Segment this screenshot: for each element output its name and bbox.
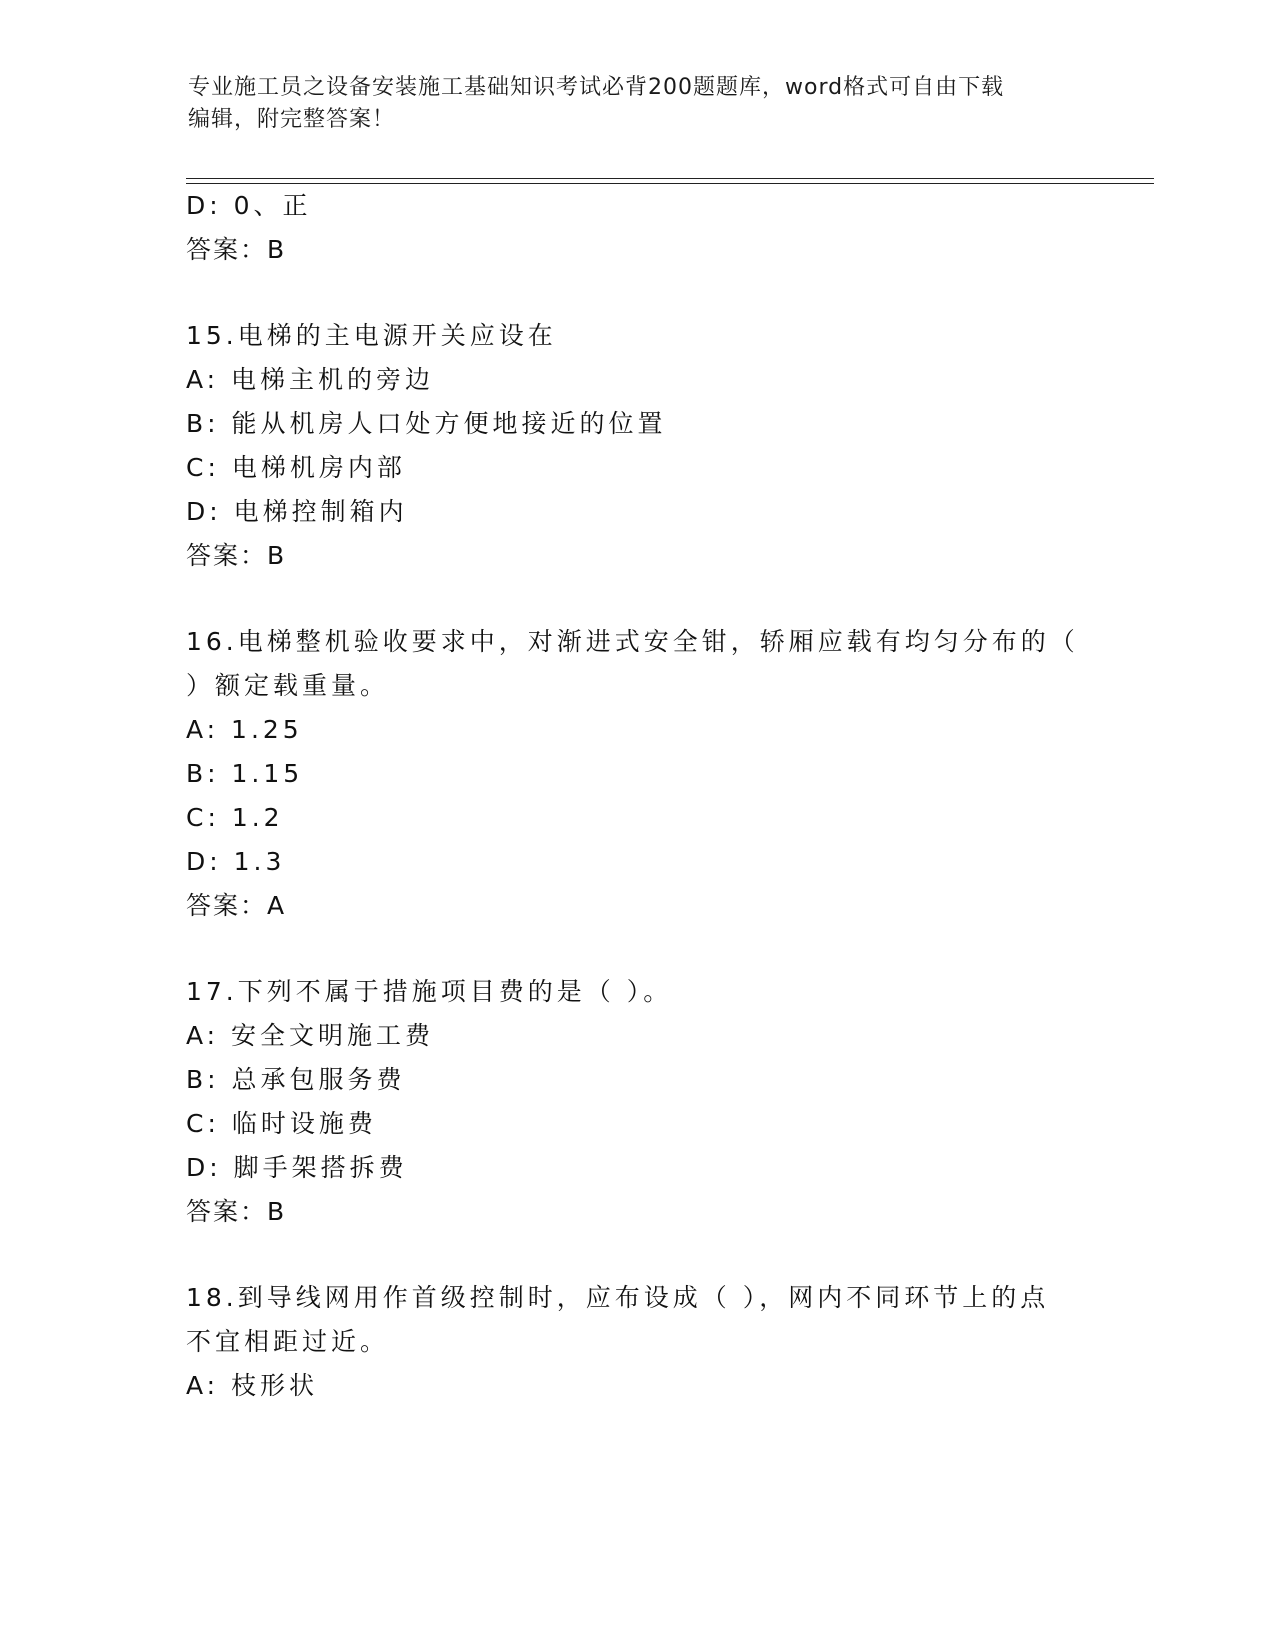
header-divider-bottom — [186, 183, 1154, 184]
question-stem: 16.电梯整机验收要求中，对渐进式安全钳，轿厢应载有均匀分布的（ — [186, 627, 1079, 656]
option-b: B: 总承包服务费 — [186, 1065, 406, 1094]
option-a: A: 电梯主机的旁边 — [186, 365, 435, 394]
option-c: C: 电梯机房内部 — [186, 453, 406, 482]
option-d: D: 0、正 — [186, 191, 312, 220]
option-a: A: 安全文明施工费 — [186, 1021, 435, 1050]
document-header — [188, 72, 1088, 136]
header-title-line1: 专业施工员之设备安装施工基础知识考试必背200题题库，word格式可自由下载 — [188, 75, 1005, 100]
option-d: D: 1.3 — [186, 847, 286, 876]
answer: 答案：B — [186, 541, 287, 570]
answer: 答案：B — [186, 1197, 287, 1226]
option-b: B: 能从机房人口处方便地接近的位置 — [186, 409, 667, 438]
option-a: A: 1.25 — [186, 715, 303, 744]
question-stem: 17.下列不属于措施项目费的是（ ）。 — [186, 977, 673, 1006]
header-title-line2: 编辑，附完整答案！ — [188, 107, 396, 132]
option-c: C: 临时设施费 — [186, 1109, 377, 1138]
option-d: D: 电梯控制箱内 — [186, 497, 408, 526]
option-d: D: 脚手架搭拆费 — [186, 1153, 408, 1182]
option-c: C: 1.2 — [186, 803, 284, 832]
question-stem-continued: 不宜相距过近。 — [186, 1327, 390, 1356]
option-a: A: 枝形状 — [186, 1371, 319, 1400]
question-stem: 15.电梯的主电源开关应设在 — [186, 321, 557, 350]
option-b: B: 1.15 — [186, 759, 304, 788]
question-stem: 18.到导线网用作首级控制时，应布设成（ ），网内不同环节上的点 — [186, 1283, 1050, 1312]
answer: 答案：A — [186, 891, 287, 920]
question-stem-continued: ）额定载重量。 — [186, 671, 390, 700]
answer: 答案：B — [186, 235, 287, 264]
header-divider-top — [186, 178, 1154, 179]
